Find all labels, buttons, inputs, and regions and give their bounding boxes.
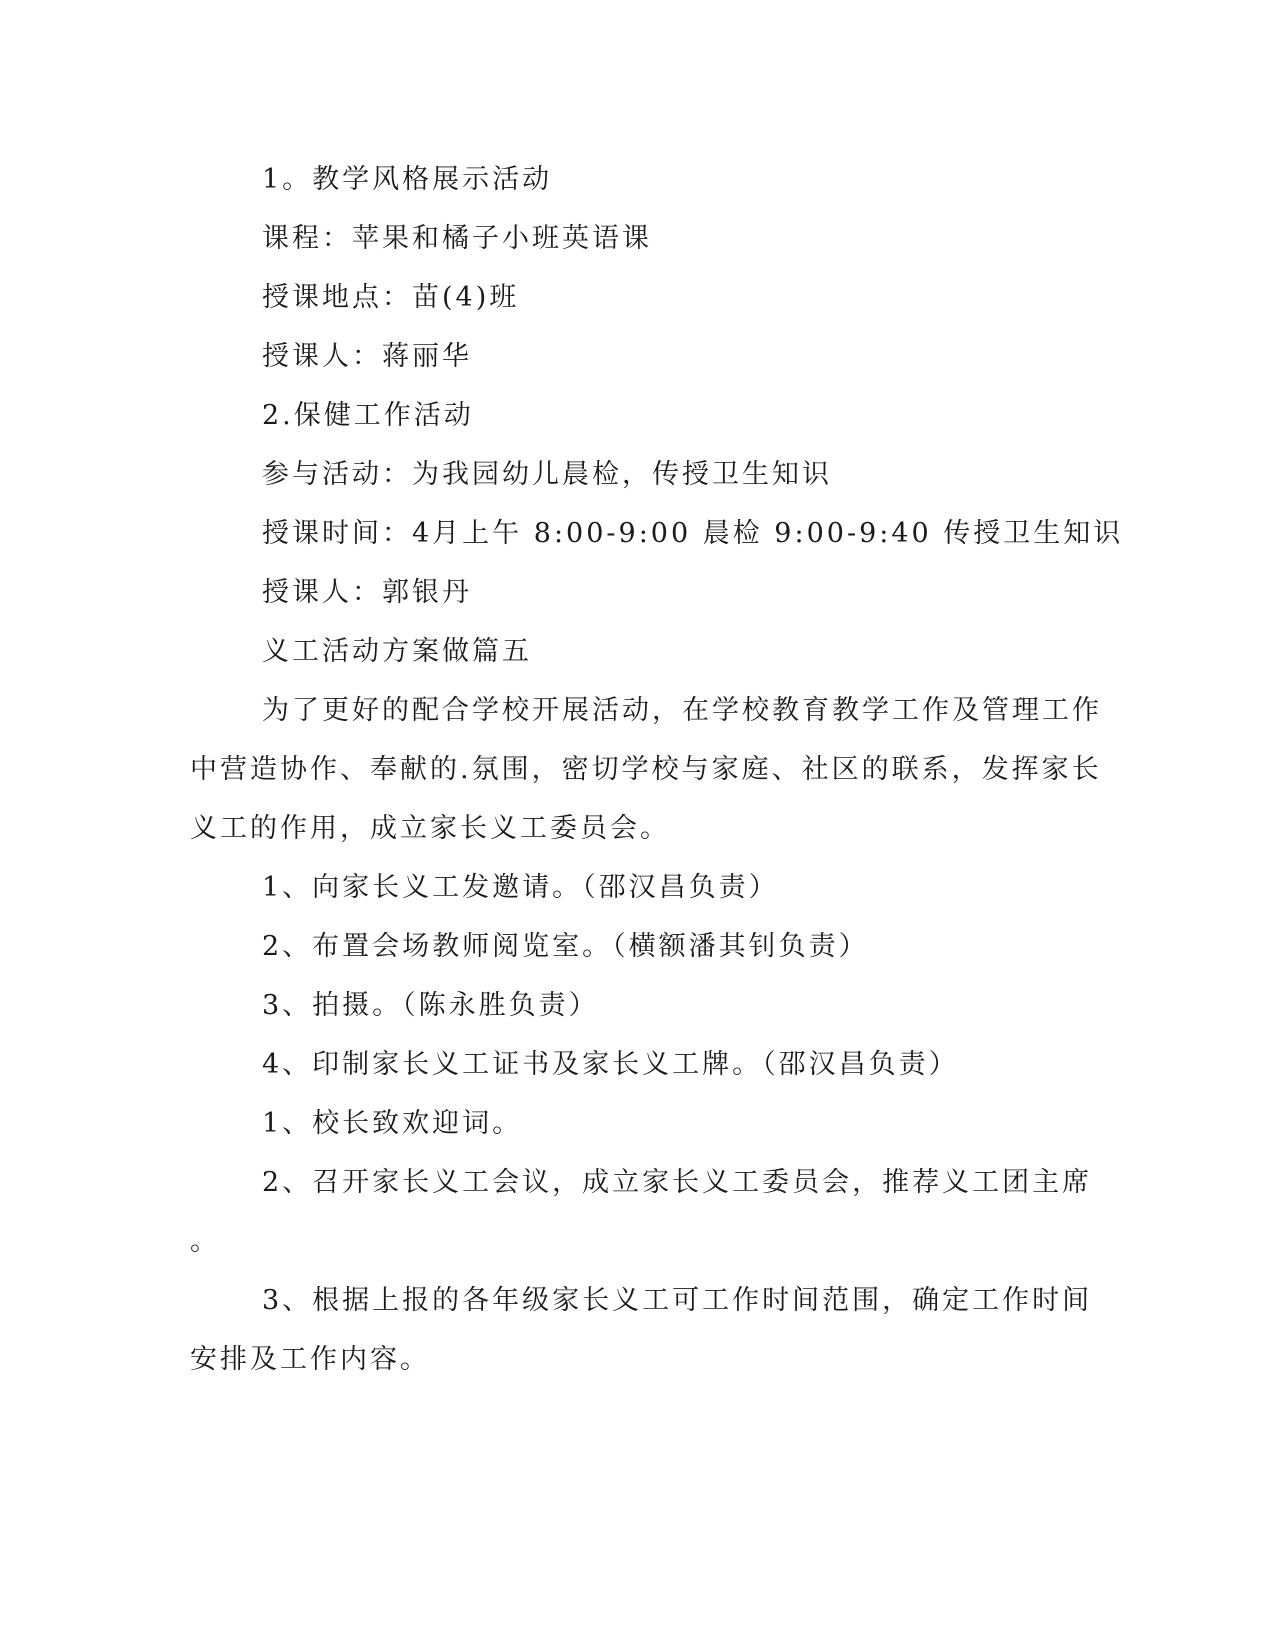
text-line: 1。教学风格展示活动 bbox=[262, 164, 553, 195]
list-item: 1、向家长义工发邀请。（邵汉昌负责） bbox=[262, 872, 779, 903]
list-item: 3、拍摄。（陈永胜负责） bbox=[262, 990, 599, 1021]
list-item: 2、召开家长义工会议，成立家长义工委员会，推荐义工团主席 bbox=[262, 1167, 1093, 1198]
paragraph-line: 中营造协作、奉献的.氛围，密切学校与家庭、社区的联系，发挥家长 bbox=[190, 754, 1102, 785]
text-line: 课程：苹果和橘子小班英语课 bbox=[262, 223, 652, 254]
list-item: 1、校长致欢迎词。 bbox=[262, 1108, 523, 1139]
text-line: 授课时间：4月上午 8:00-9:00 晨检 9:00-9:40 传授卫生知识 bbox=[262, 518, 1124, 549]
paragraph-line: 义工的作用，成立家长义工委员会。 bbox=[190, 813, 670, 844]
text-line: 2.保健工作活动 bbox=[262, 400, 474, 431]
text-line: 授课地点：苗(4)班 bbox=[262, 282, 520, 313]
paragraph-line: 为了更好的配合学校开展活动，在学校教育教学工作及管理工作 bbox=[262, 695, 1102, 726]
list-item: 4、印制家长义工证书及家长义工牌。（邵汉昌负责） bbox=[262, 1049, 959, 1080]
paragraph-line: 。 bbox=[190, 1226, 220, 1257]
list-item: 3、根据上报的各年级家长义工可工作时间范围，确定工作时间 bbox=[262, 1285, 1093, 1316]
text-line: 授课人：蒋丽华 bbox=[262, 341, 472, 372]
text-line: 授课人：郭银丹 bbox=[262, 577, 472, 608]
list-item: 2、布置会场教师阅览室。（横额潘其钊负责） bbox=[262, 931, 869, 962]
section-heading: 义工活动方案做篇五 bbox=[262, 636, 532, 667]
paragraph-line: 安排及工作内容。 bbox=[190, 1344, 430, 1375]
text-line: 参与活动：为我园幼儿晨检，传授卫生知识 bbox=[262, 459, 832, 490]
